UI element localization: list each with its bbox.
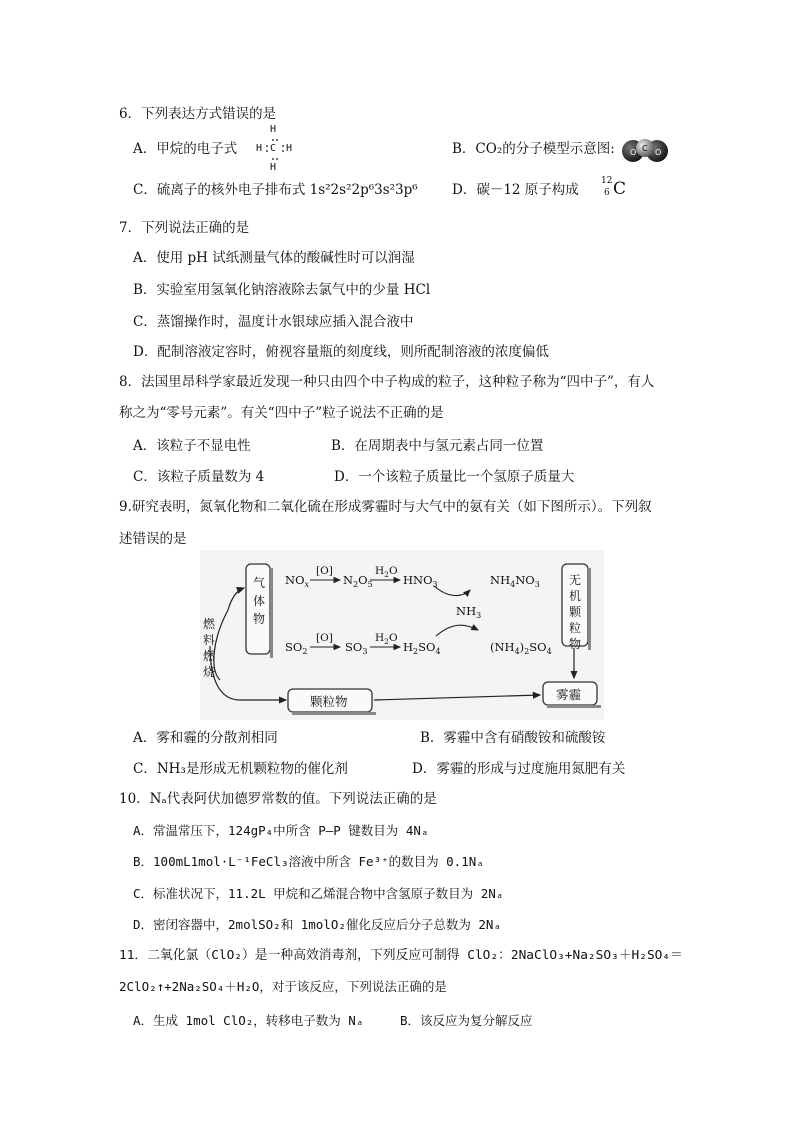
co2-o-left: O — [630, 148, 637, 157]
smog-formation-diagram — [200, 550, 604, 720]
ch4-c: C — [270, 143, 277, 154]
fuel-label-4: 烧 — [203, 665, 216, 679]
inorganic-label-2: 机 — [569, 589, 582, 603]
methane-electron-formula — [252, 124, 302, 176]
co2-c: C — [642, 144, 648, 153]
q8-option-a: A．该粒子不显电性 — [133, 438, 251, 454]
water-label-1: $H_2O$ — [375, 565, 398, 579]
q6-option-b: B．CO₂的分子模型示意图: — [452, 141, 615, 157]
nh42so4-label: $(NH_4)_2SO_4$ — [490, 640, 552, 656]
q8-option-d: D．一个该粒子质量比一个氢原子质量大 — [334, 469, 575, 485]
q8-stem-line2: 称之为“零号元素”。有关“四中子”粒子说法不正确的是 — [119, 405, 444, 421]
q7-option-d: D．配制溶液定容时，俯视容量瓶的刻度线，则所配制溶液的浓度偏低 — [133, 344, 549, 360]
q10-stem: 10．Nₐ代表阿伏加德罗常数的值。下列说法正确的是 — [119, 791, 437, 807]
q11-option-a: A．生成 1mol ClO₂，转移电子数为 Nₐ — [133, 1013, 364, 1028]
fuel-label-3: 燃 — [203, 649, 216, 663]
co2-molecule-model — [620, 136, 670, 164]
q8-option-b: B．在周期表中与氢元素占同一位置 — [331, 438, 544, 454]
q6-option-a: A．甲烷的电子式 — [133, 141, 238, 157]
oxidant-label-1: [O] — [316, 565, 333, 577]
carbon12-isotope — [601, 176, 631, 202]
q10-option-c: C．标准状况下，11.2L 甲烷和乙烯混合物中含氢原子数目为 2Nₐ — [133, 886, 504, 901]
inorganic-label-3: 颗 — [569, 605, 582, 619]
q10-option-d: D．密闭容器中，2molSO₂和 1molO₂催化反应后分子总数为 2Nₐ — [133, 917, 501, 932]
q9-option-d: D．雾霾的形成与过度施用氮肥有关 — [412, 761, 626, 777]
q7-option-a: A．使用 pH 试纸测量气体的酸碱性时可以润湿 — [133, 250, 415, 266]
nh4no3-label: $NH_4NO_3$ — [490, 573, 540, 589]
inorganic-label-4: 粒 — [569, 621, 582, 635]
fuel-label-2: 料 — [203, 633, 216, 647]
so2-label: $SO_2$ — [285, 640, 308, 656]
ch4-h-left: H — [256, 143, 263, 154]
q7-option-c: C．蒸馏操作时，温度计水银球应插入混合液中 — [133, 314, 414, 330]
q7-stem: 7．下列说法正确的是 — [119, 220, 250, 236]
q6-option-c: C．硫离子的核外电子排布式 1s²2s²2p⁶3s²3p⁶ — [133, 182, 418, 198]
q9-option-b: B．雾霾中含有硝酸铵和硫酸铵 — [420, 730, 606, 746]
isotope-mass: 12 — [601, 176, 613, 186]
ch4-h-right: H — [286, 143, 293, 154]
fuel-label-1: 燃 — [203, 617, 216, 631]
particles-label: 颗粒物 — [310, 694, 348, 709]
ch4-h-bottom: H — [270, 162, 277, 173]
ch4-h-top: H — [270, 124, 277, 135]
isotope-atomic-number: 6 — [604, 188, 610, 198]
q6-stem: 6．下列表达方式错误的是 — [119, 106, 277, 122]
gas-label-1: 气 — [253, 576, 266, 590]
h2so4-label: $H_2SO_4$ — [403, 640, 441, 656]
gas-label-2: 体 — [253, 594, 266, 608]
inorganic-label-1: 无 — [569, 573, 582, 587]
ch4-electron-dots — [252, 124, 302, 176]
q9-stem-line2: 述错误的是 — [119, 531, 187, 547]
q11-stem-line1: 11．二氧化氯（ClO₂）是一种高效消毒剂，下列反应可制得 ClO₂：2NaClO₃+Na₂SO₃＋H₂SO₄＝ — [119, 948, 683, 963]
q9-stem-line1: 9.研究表明，氮氧化物和二氧化硫在形成雾霾时与大气中的氨有关（如下图所示）。下列叙 — [119, 499, 652, 515]
hno3-label: $HNO_3$ — [403, 573, 438, 589]
q8-stem-line1: 8．法国里昂科学家最近发现一种只由四个中子构成的粒子，这种粒子称为“四中子”，有人 — [119, 374, 655, 390]
isotope-symbol: C — [613, 179, 627, 199]
q10-option-a: A．常温常压下，124gP₄中所含 P—P 键数目为 4Nₐ — [133, 823, 429, 838]
water-label-2: $H_2O$ — [375, 632, 398, 646]
inorganic-label-5: 物 — [569, 637, 582, 651]
so3-label: $SO_3$ — [345, 640, 368, 656]
q7-option-b: B．实验室用氢氧化钠溶液除去氯气中的少量 HCl — [133, 282, 431, 298]
co2-o-right: O — [655, 148, 662, 157]
q11-stem-line2: 2ClO₂↑+2Na₂SO₄＋H₂O，对于该反应，下列说法正确的是 — [119, 979, 447, 994]
q9-option-a: A．雾和霾的分散剂相同 — [133, 730, 278, 746]
q6-option-d: D．碳－12 原子构成 — [452, 182, 579, 198]
q10-option-b: B．100mL1mol·L⁻¹FeCl₃溶液中所含 Fe³⁺的数目为 0.1Nₐ — [133, 854, 484, 869]
n2o5-label: $N_2O_5$ — [343, 573, 373, 589]
nox-label: $NO_x$ — [285, 573, 310, 589]
q9-option-c: C．NH₃是形成无机颗粒物的催化剂 — [133, 761, 348, 777]
smog-label: 雾霾 — [556, 687, 582, 702]
nh3-label: $NH_3$ — [456, 604, 482, 620]
q8-option-c: C．该粒子质量数为 4 — [133, 469, 265, 485]
q11-option-b: B．该反应为复分解反应 — [400, 1013, 533, 1028]
oxidant-label-2: [O] — [316, 632, 333, 644]
gas-label-3: 物 — [253, 612, 266, 626]
